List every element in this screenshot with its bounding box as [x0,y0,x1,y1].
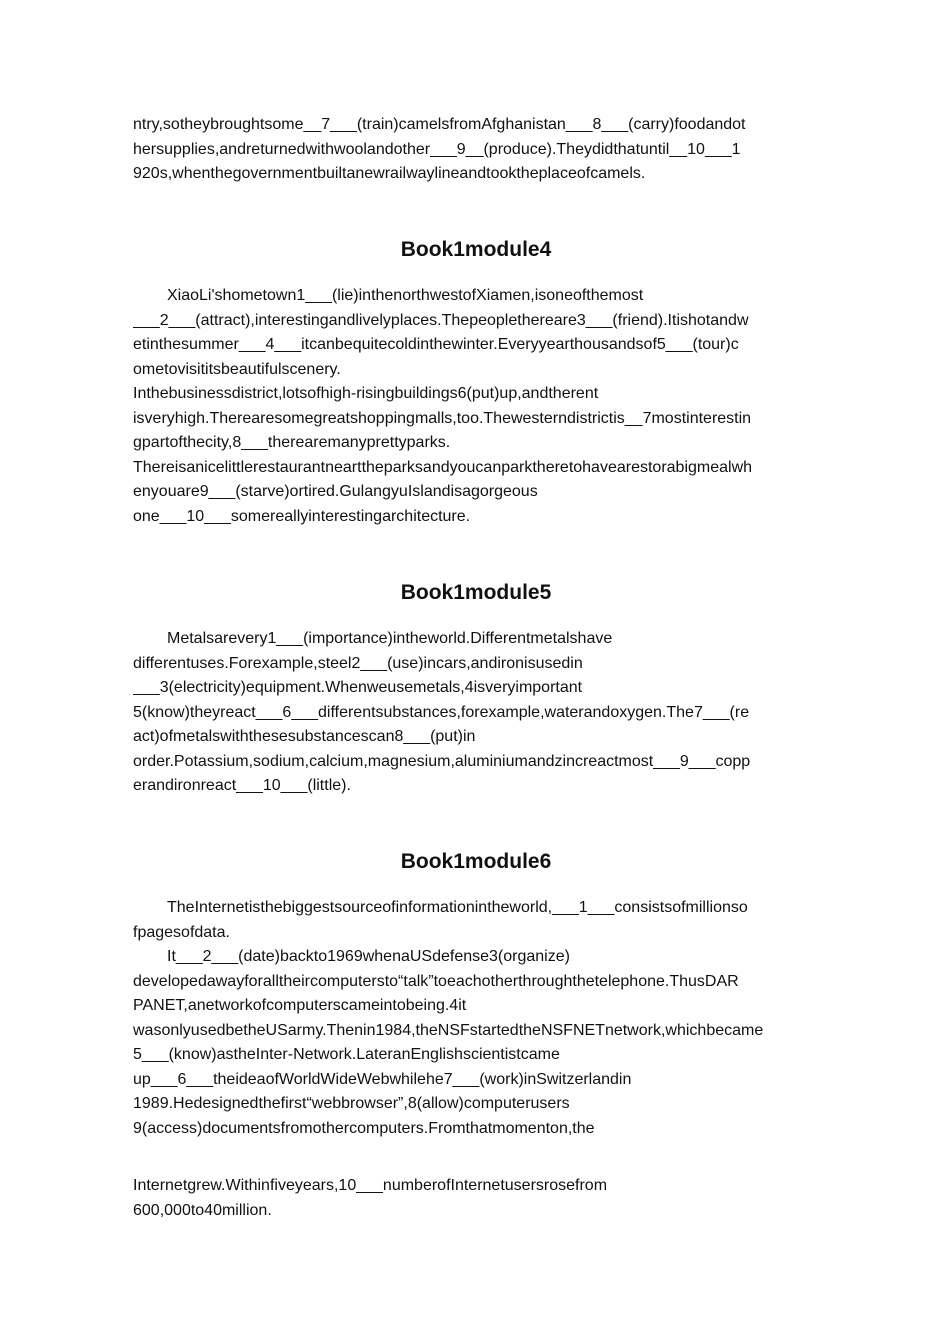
text-line: act)ofmetalswiththesesubstancescan8___(put)in [133,728,476,745]
text-line: fpagesofdata. [133,923,230,941]
module6-paragraph [133,896,819,1141]
module5-paragraph [133,627,819,799]
text-line: developedawayforalltheircomputersto“talk”toeachotherthroughthetelephone.ThusDAR [133,972,739,990]
text-line: 9(access)documentsfromothercomputers.Fromthatmomenton,the [133,1119,595,1137]
text-line: 1989.Hedesignedthefirst“webbrowser”,8(allow)computerusers [133,1095,570,1112]
text-line: gpartofthecity,8___therearemanyprettyparks. [133,434,451,451]
text-line: isveryhigh.Therearesomegreatshoppingmalls,too.Thewesterndistrictis__7mostinterestin [133,409,752,427]
text-line: up___6___theideaofWorldWideWebwhilehe7___(work)inSwitzerlandin [133,1070,632,1088]
section-heading-module5: Book1module5 [400,581,552,604]
text-line: It___2___(date)backto1969whenaUSdefense3(organize) [167,948,570,965]
text-line: 5___(know)astheInter-Network.LateranEnglishscientistcame [133,1046,560,1063]
text-line: etinthesummer___4___itcanbequitecoldinthewinter.Everyyearthousandsof5___(tour)c [133,336,739,353]
text-line: order.Potassium,sodium,calcium,magnesium,aluminiumandzincreactmost___9___copp [133,752,751,770]
module4-paragraph [133,284,819,529]
text-line: ntry,sotheybroughtsome__7___(train)camelsfromAfghanistan___8___(carry)foodandot [133,116,746,133]
text-line: erandironreact___10___(little). [133,777,351,794]
text-line: hersupplies,andreturnedwithwoolandother___9__(produce).Theydidthatuntil__10___1 [133,140,741,158]
text-line: Inthebusinessdistrict,lotsofhigh-risingbuildings6(put)up,andtherent [133,385,599,402]
text-line: ___3(electricity)equipment.Whenweusemetals,4isveryimportant [133,679,583,696]
text-line: enyouare9___(starve)ortired.GulangyuIslandisagorgeous [133,483,538,500]
text-line: Internetgrew.Withinfiveyears,10___numberofInternetusersrosefrom [133,1177,608,1194]
text-line: 920s,whenthegovernmentbuiltanewrailwaylineandtooktheplaceofcamels. [133,165,646,182]
intro-paragraph [133,113,819,187]
text-line: ometovisititsbeautifulscenery. [133,360,341,378]
module6-continuation [133,1174,819,1223]
text-line: PANET,anetworkofcomputerscameintobeing.4it [133,997,467,1014]
text-line: wasonlyusedbetheUSarmy.Thenin1984,theNSFstartedtheNSFNETnetwork,whichbecame [133,1021,764,1039]
section-heading-module6: Book1module6 [400,850,552,873]
text-line: 600,000to40million. [133,1201,272,1219]
text-line: TheInternetisthebiggestsourceofinformationintheworld,___1___consistsofmillionso [167,899,748,916]
text-line: XiaoLi'shometown1___(lie)inthenorthwestofXiamen,isoneofthemost [167,287,644,304]
text-line: one___10___somereallyinterestingarchitecture. [133,507,471,525]
text-line: ___2___(attract),interestingandlivelyplaces.Thepeoplethereare3___(friend).Itishotandw [133,311,749,329]
text-line: Metalsarevery1___(importance)intheworld.Differentmetalshave [167,630,613,647]
text-line: differentuses.Forexample,steel2___(use)incars,andironisusedin [133,654,583,672]
text-line: Thereisanicelittlerestaurantnearttheparksandyoucanparktheretohavearestorabigmealwh [133,458,753,476]
section-heading-module4: Book1module4 [400,238,552,261]
text-line: 5(know)theyreact___6___differentsubstances,forexample,waterandoxygen.The7___(re [133,703,750,721]
